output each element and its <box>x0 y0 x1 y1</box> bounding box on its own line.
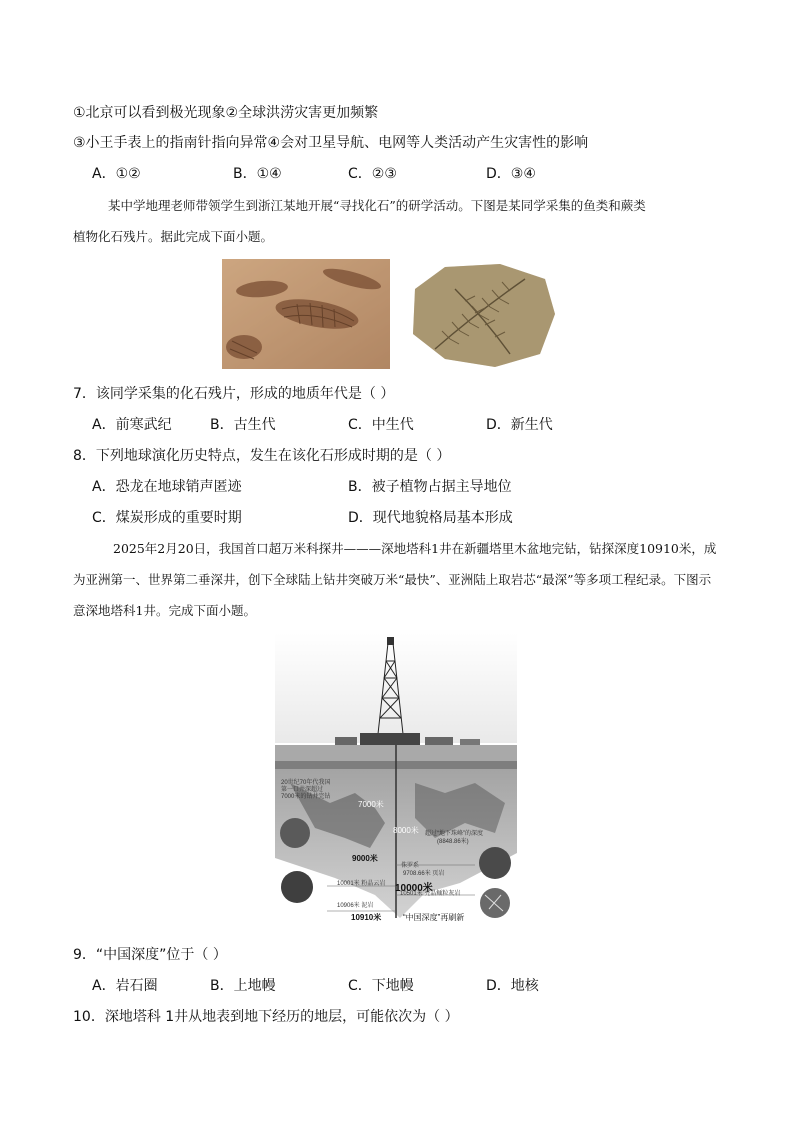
depth-8000: 8000米 <box>393 826 419 835</box>
q6-option-b: B．①④ <box>233 166 282 182</box>
fossil-intro-line2: 植物化石残片。据此完成下面小题。 <box>73 229 274 244</box>
q9-option-a: A．岩石圈 <box>92 978 158 994</box>
depth-10001: 10001米 粉晶云岩 <box>337 881 386 887</box>
q8-stem: 8．下列地球演化历史特点，发生在该化石形成时期的是（ ） <box>73 448 451 464</box>
note-line1: 20世纪70年代我国 <box>281 780 331 786</box>
q9-option-b: B．上地幔 <box>210 978 276 994</box>
q9-stem: 9．“中国深度”位于（ ） <box>73 947 227 963</box>
q6-option-a: A．①② <box>92 166 141 182</box>
q9-option-c: C．下地幔 <box>348 978 414 994</box>
q8-option-c: C．煤炭形成的重要时期 <box>92 510 242 526</box>
fern-fossil-image <box>405 259 562 369</box>
deep-well-figure <box>275 633 517 925</box>
depth-7000: 7000米 <box>358 800 384 809</box>
china-depth-caption: “中国深度”再刷新 <box>403 913 465 922</box>
q6-statement-line1: ①北京可以看到极光现象②全球洪涝灾害更加频繁 <box>73 105 379 121</box>
q7-option-d: D．新生代 <box>486 417 553 433</box>
depth-9708: 9708.66米 页岩 <box>403 871 445 877</box>
q8-option-a: A．恐龙在地球销声匿迹 <box>92 479 242 495</box>
everest-note: 超过“地下珠峰”的深度 <box>425 831 483 837</box>
q7-option-c: C．中生代 <box>348 417 414 433</box>
note-line2: 第一口井深超过 <box>281 787 324 793</box>
q7-stem: 7．该同学采集的化石残片，形成的地质年代是（ ） <box>73 386 395 402</box>
note-line3: 7000米的钻井完钻 <box>281 794 331 800</box>
fish-fossil-image <box>222 259 390 369</box>
q6-option-c: C．②③ <box>348 166 397 182</box>
fossil-intro-line1: 某中学地理老师带领学生到浙江某地开展“寻找化石”的研学活动。下图是某同学采集的鱼类和蕨类 <box>108 198 646 213</box>
jurassic-label: 侏罗系 <box>401 863 420 869</box>
q7-option-b: B．古生代 <box>210 417 276 433</box>
depth-10000: 10000米 <box>395 883 433 894</box>
q10-stem: 10．深地塔科 1井从地表到地下经历的地层，可能依次为（ ） <box>73 1009 459 1025</box>
q8-option-b: B．被子植物占据主导地位 <box>348 479 512 495</box>
q7-option-a: A．前寒武纪 <box>92 417 172 433</box>
depth-10906: 10906米 泥岩 <box>337 903 374 909</box>
q6-statement-line2: ③小王手表上的指南针指向异常④会对卫星导航、电网等人类活动产生灾害性的影响 <box>73 135 589 151</box>
depth-9000: 9000米 <box>352 854 378 863</box>
q9-option-d: D．地核 <box>486 978 539 994</box>
depth-10910: 10910米 <box>351 913 382 922</box>
depth-10501: 10501米 亮晶鲕粒灰岩 <box>400 891 461 897</box>
everest-value: (8848.86米) <box>437 839 469 845</box>
q8-option-d: D．现代地貌格局基本形成 <box>348 510 513 526</box>
well-intro-paragraph: 2025年2月20日，我国首口超万米科探井———深地塔科1井在新疆塔里木盆地完钻，钻探深度10910米，成为亚洲第一、世界第二垂深井，创下全球陆上钻井突破万米“最快”、亚洲陆上取岩芯“最深”等多项工程纪录。下图示意深地塔科1井。完成下面小题。 <box>73 541 717 618</box>
q6-option-d: D．③④ <box>486 166 536 182</box>
